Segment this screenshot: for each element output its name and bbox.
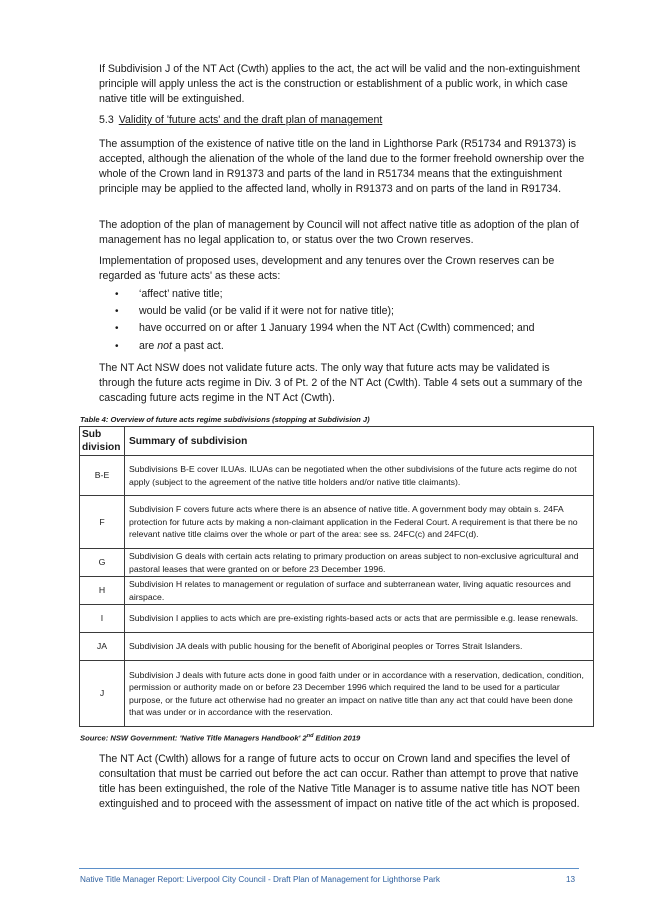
bullet-item: • are not a past act. — [115, 339, 224, 352]
section-number: 5.3 — [99, 114, 114, 126]
table-row — [80, 661, 594, 727]
subdivision-summary: Subdivision I applies to acts which are pre-existing rights-based acts or acts that are permissible e.g. lease renewals. — [125, 605, 594, 633]
paragraph-adoption: The adoption of the plan of management by Council will not affect native title as adoption of the plan of management has no legal application to, or status over the two Crown reserves. — [99, 219, 579, 246]
table-row — [80, 456, 594, 496]
paragraph-nt-act-nsw: The NT Act NSW does not validate future acts. The only way that future acts may be validated is through the future acts regime in Div. 3 of Pt. 2 of the NT Act (Cwlth). Table 4 sets out a summary of the cascading future acts regime in the NT Act (Cwth). — [99, 362, 583, 404]
paragraph-assumption: The assumption of the existence of native title on the land in Lighthorse Park (R51734 and R91373) is accepted, although the alienation of the whole of the land due to the former freehold ownership over the whole of the Crown land in R91373 and parts of the land in R51734 means that the extinguishment principle may be applied to the affected land, wholly in R91373 and on parts of the land in R91734. — [99, 138, 585, 195]
subdivision-code: H — [80, 577, 125, 605]
footer-report-title: Native Title Manager Report: Liverpool City Council - Draft Plan of Management for Lighthorse Park — [80, 875, 440, 884]
table-header-row — [80, 427, 594, 456]
future-acts-table — [79, 426, 594, 727]
bullet-icon: • — [115, 289, 119, 300]
table-row — [80, 549, 594, 577]
section-title: Validity of 'future acts' and the draft plan of management — [118, 114, 383, 126]
bullet-item: • ‘affect’ native title; — [115, 288, 223, 300]
table-row — [80, 577, 594, 605]
future-acts-bullet-list — [99, 287, 585, 356]
subdivision-code: B-E — [80, 456, 125, 496]
subdivision-summary: Subdivision H relates to management or regulation of surface and subterranean water, living aquatic resources and airspace. — [125, 577, 594, 605]
bullet-icon: • — [115, 306, 119, 318]
header-subdivision: Sub division — [80, 427, 125, 456]
subdivision-summary: Subdivision JA deals with public housing for the benefit of Aboriginal peoples or Torres Strait Islanders. — [125, 633, 594, 661]
subdivision-summary: Subdivision J deals with future acts done in good faith under or in accordance with a reservation, dedication, condition, permission or authority made on or before 23 December 1996 which required the land to be used for a particular purpose, or the future act otherwise had no greater an impact on native title than any act that could have been done that was under or in accordance with the reservation. — [125, 661, 594, 727]
subdivision-code: I — [80, 605, 125, 633]
paragraph-range-of-future-acts: The NT Act (Cwlth) allows for a range of future acts to occur on Crown land and specifies the level of consultation that must be carried out before the act can occur. Rather than attempt to prove that native title has been extinguished, the role of the Native Title Manager is to assume native title has NOT been extinguished and to proceed with the assessment of impact on native title of the act which is proposed. — [99, 753, 580, 810]
table-row — [80, 633, 594, 661]
paragraph-subdivision-j: If Subdivision J of the NT Act (Cwth) applies to the act, the act will be valid and the non-extinguishment principle will apply unless the act is the construction or establishment of a public work, in which case native title will be extinguished. — [99, 63, 580, 105]
table-row — [80, 605, 594, 633]
table-row — [80, 496, 594, 549]
table-source: Source: NSW Government: 'Native Title Managers Handbook' 2nd Edition 2019 — [80, 733, 361, 743]
subdivision-code: G — [80, 549, 125, 577]
header-summary: Summary of subdivision — [125, 427, 594, 456]
subdivision-summary: Subdivisions B-E cover ILUAs. ILUAs can be negotiated when the other subdivisions of the future acts regime do not apply (subject to the agreement of the native title holders and/or native title claimants). — [125, 456, 594, 496]
page-number: 13 — [566, 875, 576, 884]
bullet-icon: • — [115, 340, 119, 352]
subdivision-summary: Subdivision F covers future acts where there is an absence of native title. A government body may obtain s. 24FA protection for future acts by making a non-claimant application in the Federal Court. A requirement is that there be no relevant native title claims over the whole or part of the area: see ss. 24FC(c) and 24FC(d). — [125, 496, 594, 549]
subdivision-code: J — [80, 661, 125, 727]
subdivision-code: JA — [80, 633, 125, 661]
bullet-item: • would be valid (or be valid if it were not for native title); — [115, 305, 394, 318]
subdivision-summary: Subdivision G deals with certain acts relating to primary production on areas subject to non-exclusive agricultural and pastoral leases that were granted on or before 23 December 1996. — [125, 549, 594, 577]
section-heading — [99, 113, 382, 128]
paragraph-implementation: Implementation of proposed uses, development and any tenures over the Crown reserves can be regarded as 'future acts' as these acts: — [99, 255, 555, 282]
bullet-item: • have occurred on or after 1 January 1994 when the NT Act (Cwlth) commenced; and — [115, 322, 535, 335]
footer-divider — [79, 868, 579, 869]
table-caption: Table 4: Overview of future acts regime subdivisions (stopping at Subdivision J) — [80, 415, 370, 424]
subdivision-code: F — [80, 496, 125, 549]
bullet-icon: • — [115, 323, 119, 335]
